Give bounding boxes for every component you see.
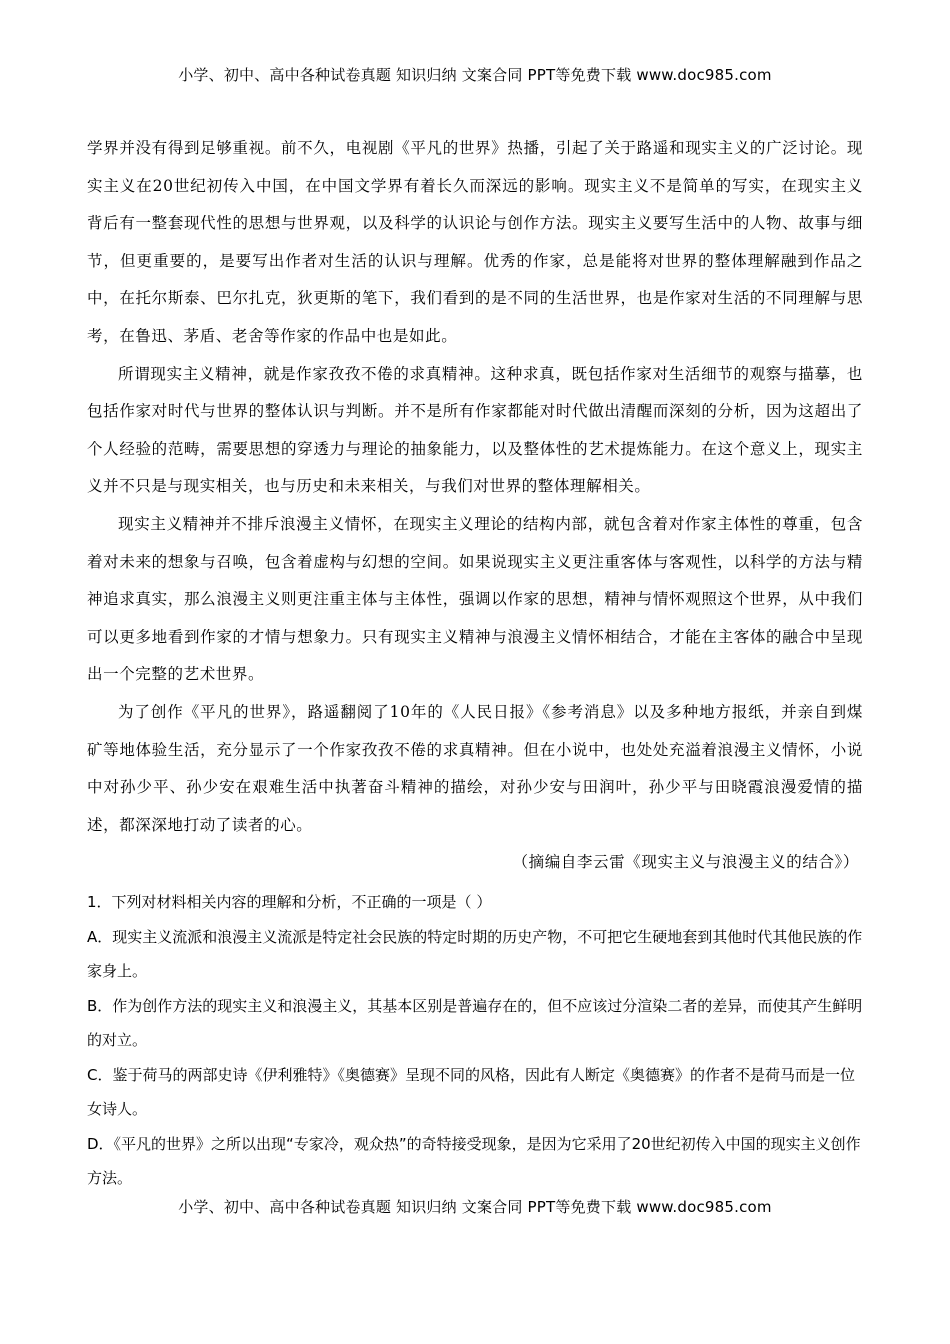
option-b[interactable]: B．作为创作方法的现实主义和浪漫主义，其基本区别是普遍存在的，但不应该过分渲染二者的差异，而使其产生鲜明的对立。 [87, 996, 863, 1050]
header-banner: 小学、初中、高中各种试卷真题 知识归纳 文案合同 PPT等免费下载 www.doc985.com [178, 66, 772, 84]
reading-passage [87, 130, 863, 844]
footer-banner: 小学、初中、高中各种试卷真题 知识归纳 文案合同 PPT等免费下载 www.doc985.com [178, 1198, 772, 1216]
question-options [87, 920, 863, 1196]
passage-paragraph-1: 学界并没有得到足够重视。前不久，电视剧《平凡的世界》热播，引起了关于路遥和现实主义的广泛讨论。现实主义在20世纪初传入中国，在中国文学界有着长久而深远的影响。现实主义不是简单的写实，在现实主义背后有一整套现代性的思想与世界观，以及科学的认识论与创作方法。现实主义要写生活中的人物、故事与细节，但更重要的，是要写出作者对生活的认识与理解。优秀的作家，总是能将对世界的整体理解融到作品之中，在托尔斯泰、巴尔扎克，狄更斯的笔下，我们看到的是不同的生活世界，也是作家对生活的不同理解与思考，在鲁迅、茅盾、老舍等作家的作品中也是如此。 [87, 139, 863, 345]
passage-paragraph-3: 现实主义精神并不排斥浪漫主义情怀，在现实主义理论的结构内部，就包含着对作家主体性的尊重，包含着对未来的想象与召唤，包含着虚构与幻想的空间。如果说现实主义更注重客体与客观性，以科学的方法与精神追求真实，那么浪漫主义则更注重主体与主体性，强调以作家的思想，精神与情怀观照这个世界，从中我们可以更多地看到作家的才情与想象力。只有现实主义精神与浪漫主义情怀相结合，才能在主客体的融合中呈现出一个完整的艺术世界。 [87, 514, 863, 684]
option-d[interactable]: D．《平凡的世界》之所以出现“专家冷，观众热”的奇特接受现象，是因为它采用了20世纪初传入中国的现实主义创作方法。 [87, 1134, 861, 1188]
passage-paragraph-2: 所谓现实主义精神，就是作家孜孜不倦的求真精神。这种求真，既包括作家对生活细节的观察与描摹，也包括作家对时代与世界的整体认识与判断。并不是所有作家都能对时代做出清醒而深刻的分析，因为这超出了个人经验的范畴，需要思想的穿透力与理论的抽象能力，以及整体性的艺术提炼能力。在这个意义上，现实主义并不只是与现实相关，也与历史和未来相关，与我们对世界的整体理解相关。 [87, 364, 863, 496]
passage-paragraph-4: 为了创作《平凡的世界》，路遥翻阅了10年的《人民日报》《参考消息》以及多种地方报纸，并亲自到煤矿等地体验生活，充分显示了一个作家孜孜不倦的求真精神。但在小说中，也处处充溢着浪漫主义情怀，小说中对孙少平、孙少安在艰难生活中执著奋斗精神的描绘，对孙少安与田润叶，孙少平与田晓霞浪漫爱情的描述，都深深地打动了读者的心。 [87, 702, 863, 834]
option-a[interactable]: A．现实主义流派和浪漫主义流派是特定社会民族的特定时期的历史产物，不可把它生硬地套到其他时代其他民族的作家身上。 [87, 927, 863, 981]
question-stem: 1．下列对材料相关内容的理解和分析，不正确的一项是（ ） [87, 892, 492, 911]
option-c[interactable]: C．鉴于荷马的两部史诗《伊利雅特》《奥德赛》呈现不同的风格，因此有人断定《奥德赛》的作者不是荷马而是一位女诗人。 [87, 1065, 855, 1119]
document-body [87, 130, 863, 1196]
passage-source: （摘编自李云雷《现实主义与浪漫主义的结合》） [512, 853, 859, 872]
